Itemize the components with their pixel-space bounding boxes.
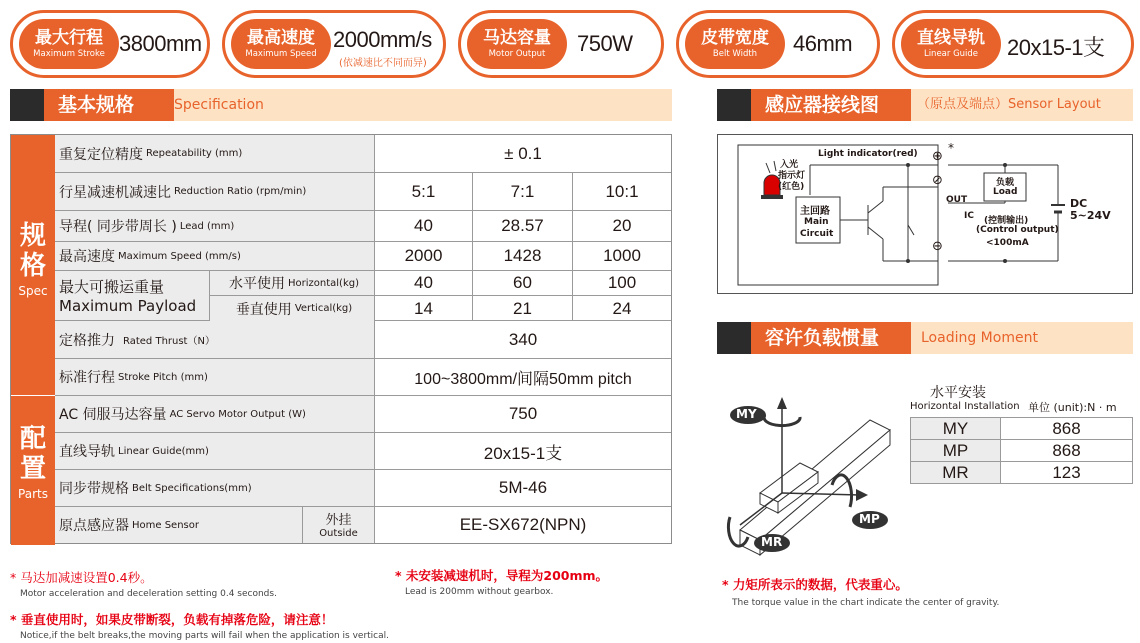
label-mp: MP [859,512,880,526]
row-value: 1428 [473,242,573,270]
row-label-en: Home Sensor [132,519,199,531]
row-value: 340 [508,329,538,349]
note-en: Motor acceleration and deceleration setting 0.4 seconds. [20,589,277,599]
side-label-char: 配 [19,424,46,454]
junction-dot [906,259,910,263]
table-row-belt [55,470,671,507]
row-value: 5:1 [375,173,473,210]
table-row-motor [55,396,671,433]
row-value: 60 [473,271,573,295]
install-cn: 水平安装 [930,385,986,401]
row-label-cn: 定格推力 [59,332,115,349]
spec-pill-stroke [10,10,210,78]
table-row [911,462,1133,484]
row-label-cn: 重复定位精度 [59,146,143,163]
side-label-char: 格 [19,251,46,281]
control-output-cn: (控制输出) [984,216,1029,226]
note-en: Lead is 200mm without gearbox. [405,587,554,597]
row-value: 750 [508,404,538,423]
table-row-ratio [55,173,671,211]
row-value: EE-SX672(NPN) [459,515,587,534]
dc-range: 5~24V [1070,209,1111,222]
transistor-collector [868,201,883,213]
section-subtitle: （原点及端点）Sensor Layout [917,97,1101,112]
row-label-en: AC Servo Motor Output (W) [169,408,306,420]
table-row-payload [55,271,671,321]
row-value: 1000 [603,246,641,265]
note-vertical [10,610,389,641]
moment-key: MP [911,440,1001,462]
row-label [55,507,303,543]
row-label-en: Lead (mm) [179,220,235,232]
terminal-star: * [948,141,954,155]
row-value: 20x15-1支 [483,443,563,463]
terminal-plus: ⊕ [932,149,943,164]
pill-label-en: Motor Output [488,49,546,59]
lamp-ray [774,161,776,171]
sub-label-en: Horizontal(kg) [287,277,359,289]
table-row-stroke [55,359,671,396]
load-label-en: Load [993,187,1018,197]
out-label: OUT [946,195,968,205]
spec-pill-guide [892,10,1134,78]
side-label-parts [11,396,55,545]
pill-label: 最高速度 [247,28,315,48]
row-label-cn: 行星减速机减速比 [59,184,171,201]
lamp-ray [766,163,770,173]
table-row-speed [55,242,671,271]
pill-label: 皮带宽度 [701,28,769,48]
terminal-out: ⊘ [932,173,943,188]
junction-dot [1003,163,1007,167]
table-row [911,440,1133,462]
pill-label-en: Belt Width [712,49,758,59]
table-row-lead [55,211,671,242]
table-row [911,418,1133,440]
row-value: 10:1 [605,181,639,201]
section-subtitle: Loading Moment [921,330,1038,346]
sensor-mount-cn: 外挂 [325,513,352,528]
lamp-label-cn: 入光 [780,160,799,170]
pill-value-note: (依减速比不同而异) [339,58,427,69]
row-label [55,433,375,469]
row-label-cn: AC 伺服马达容量 [59,407,167,423]
moment-value: 123 [1001,462,1133,484]
section-title: 感应器接线图 [751,89,911,121]
side-label-en: Parts [18,487,48,501]
section-title: 基本规格 [44,89,174,121]
main-circuit-en2: Circuit [800,229,834,239]
row-label-cn: 原点感应器 [59,518,129,534]
sub-label-cn: 水平使用 [228,276,285,292]
row-label [55,321,375,358]
note-en: The torque value in the chart indicate the center of gravity. [732,598,1000,608]
row-label-en: Maximum Payload [59,297,197,315]
row-label-en: Repeatability (mm) [146,148,243,159]
row-label-cn: 最大可搬运重量 [59,278,165,296]
pill-value: 46mm [793,31,853,56]
row-label-cn: 标准行程 [59,370,115,386]
table-row-repeatability [55,135,671,173]
label-mr: MR [761,535,783,549]
row-value: 40 [375,211,473,241]
row-label-en: Rated Thrust（N） [123,336,215,347]
terminal-minus: ⊖ [932,239,943,254]
spec-table [10,134,672,544]
row-value: 100 [607,273,637,292]
pill-label-en: Maximum Speed [245,49,317,59]
row-label [55,396,375,432]
control-output-en: (Control output) [976,225,1059,235]
spec-pill-belt [676,10,880,78]
ic-label: IC [964,211,974,221]
sensor-mount-en: Outside [319,528,358,539]
row-label-en: Maximum Speed (mm/s) [118,250,241,262]
row-label-cn: 导程( 同步带周长 ) [59,219,177,235]
row-value: 14 [375,296,473,321]
table-row-sensor [55,507,671,543]
header-block [10,89,44,121]
unit-label: 单位 (unit):N · m [1028,401,1117,414]
pill-tag [231,19,331,69]
pill-label: 马达容量 [483,28,551,48]
side-label-spec [11,135,55,396]
pill-label: 最大行程 [35,28,103,48]
note-cn: * 马达加减速设置0.4秒。 [10,570,153,585]
side-label-char: 置 [19,454,46,484]
main-circuit-cn: 主回路 [800,206,830,217]
pill-value: 750W [577,31,633,56]
table-row-thrust [55,321,671,359]
sensor-mount [303,507,375,543]
light-indicator-label: Light indicator(red) [818,149,918,159]
pill-tag [467,19,567,69]
dc-label: DC [1070,197,1088,210]
row-value: 2000 [375,242,473,270]
sub-label-en: Vertical(kg) [294,303,353,314]
pill-label: 直线导轨 [917,28,985,48]
row-value: 5M-46 [498,478,548,497]
row-label [55,470,375,506]
junction-dot [1003,259,1007,263]
row-label-en: Reduction Ratio (rpm/min) [174,186,307,197]
moment-key: MR [911,462,1001,484]
table-row-guide [55,433,671,470]
sensor-section-header [717,89,1133,121]
row-value: 100~3800mm/间隔50mm pitch [414,370,632,388]
spec-section-header [10,89,672,121]
row-label [55,135,375,172]
label-my: MY [736,407,757,421]
pill-label-en: Maximum Stroke [33,49,105,59]
pill-value: 20x15-1支 [1007,35,1105,60]
row-value: 24 [612,298,632,318]
row-value: 21 [473,296,573,321]
pill-label-en: Linear Guide [923,49,979,59]
row-label [55,359,375,395]
pill-tag [901,19,1001,69]
install-en: Horizontal Installation [910,401,1020,412]
lamp-label-cn2: 指示灯 [778,171,806,181]
row-value: 40 [375,271,473,295]
spec-pill-speed [222,10,446,78]
row-label [55,271,210,320]
lamp-base [761,195,783,199]
row-label-en: Stroke Pitch (mm) [118,371,208,383]
row-label-en: Linear Guide(mm) [118,445,209,457]
sub-label [210,296,375,321]
spec-pill-motor [458,10,664,78]
pill-tag [19,19,119,69]
lamp-label-cn3: (红色) [778,182,805,192]
note-torque [722,575,999,608]
section-title: 容许负载惯量 [751,322,911,354]
current-label: <100mA [986,238,1029,248]
moment-diagram [720,375,910,565]
header-block [717,89,751,121]
row-value: 20 [612,216,632,235]
load-label-cn: 负载 [996,178,1015,188]
note-accel [10,568,277,599]
row-label-en: Belt Specifications(mm) [132,482,252,494]
transistor-emitter [868,227,883,239]
header-block [717,322,751,354]
sub-label-cn: 垂直使用 [235,301,292,318]
row-label-cn: 同步带规格 [59,481,129,497]
section-subtitle: Specification [174,97,264,113]
junction-dot [906,163,910,167]
moment-value: 868 [1001,440,1133,462]
note-cn: * 力矩所表示的数据，代表重心。 [722,577,908,592]
axis-arrow-up [777,397,787,409]
note-cn: * 未安装减速机时，导程为200mm。 [395,568,609,583]
moment-value: 868 [1001,418,1133,440]
pill-value: 2000mm/s [333,27,432,52]
moment-key: MY [911,418,1001,440]
payload-sub-vertical [210,296,671,321]
row-value: 7:1 [473,173,573,210]
sensor-wiring-diagram [717,134,1133,294]
note-cn: * 垂直使用时，如果皮带断裂，负载有掉落危险，请注意！ [10,612,334,627]
payload-sub-horizontal [210,271,671,296]
side-label-char: 规 [19,221,46,251]
moment-section-header [717,322,1133,354]
note-en: Notice,if the belt breaks,the moving parts will fail when the application is vertical. [20,631,389,641]
moment-table [910,417,1133,484]
row-value: 28.57 [473,211,573,241]
row-label [55,211,375,241]
axis-arrow-right [856,489,868,501]
pill-value: 3800mm [119,31,202,56]
row-value: ± 0.1 [504,143,542,163]
row-label [55,173,375,210]
sub-label [210,271,375,295]
main-circuit-en1: Main [804,217,829,227]
side-label-en: Spec [18,284,48,298]
row-label-cn: 直线导轨 [59,444,115,460]
zener [908,225,914,235]
row-label [55,242,375,270]
note-gearbox [395,566,608,597]
row-label-cn: 最高速度 [59,249,115,265]
pill-tag [685,19,785,69]
